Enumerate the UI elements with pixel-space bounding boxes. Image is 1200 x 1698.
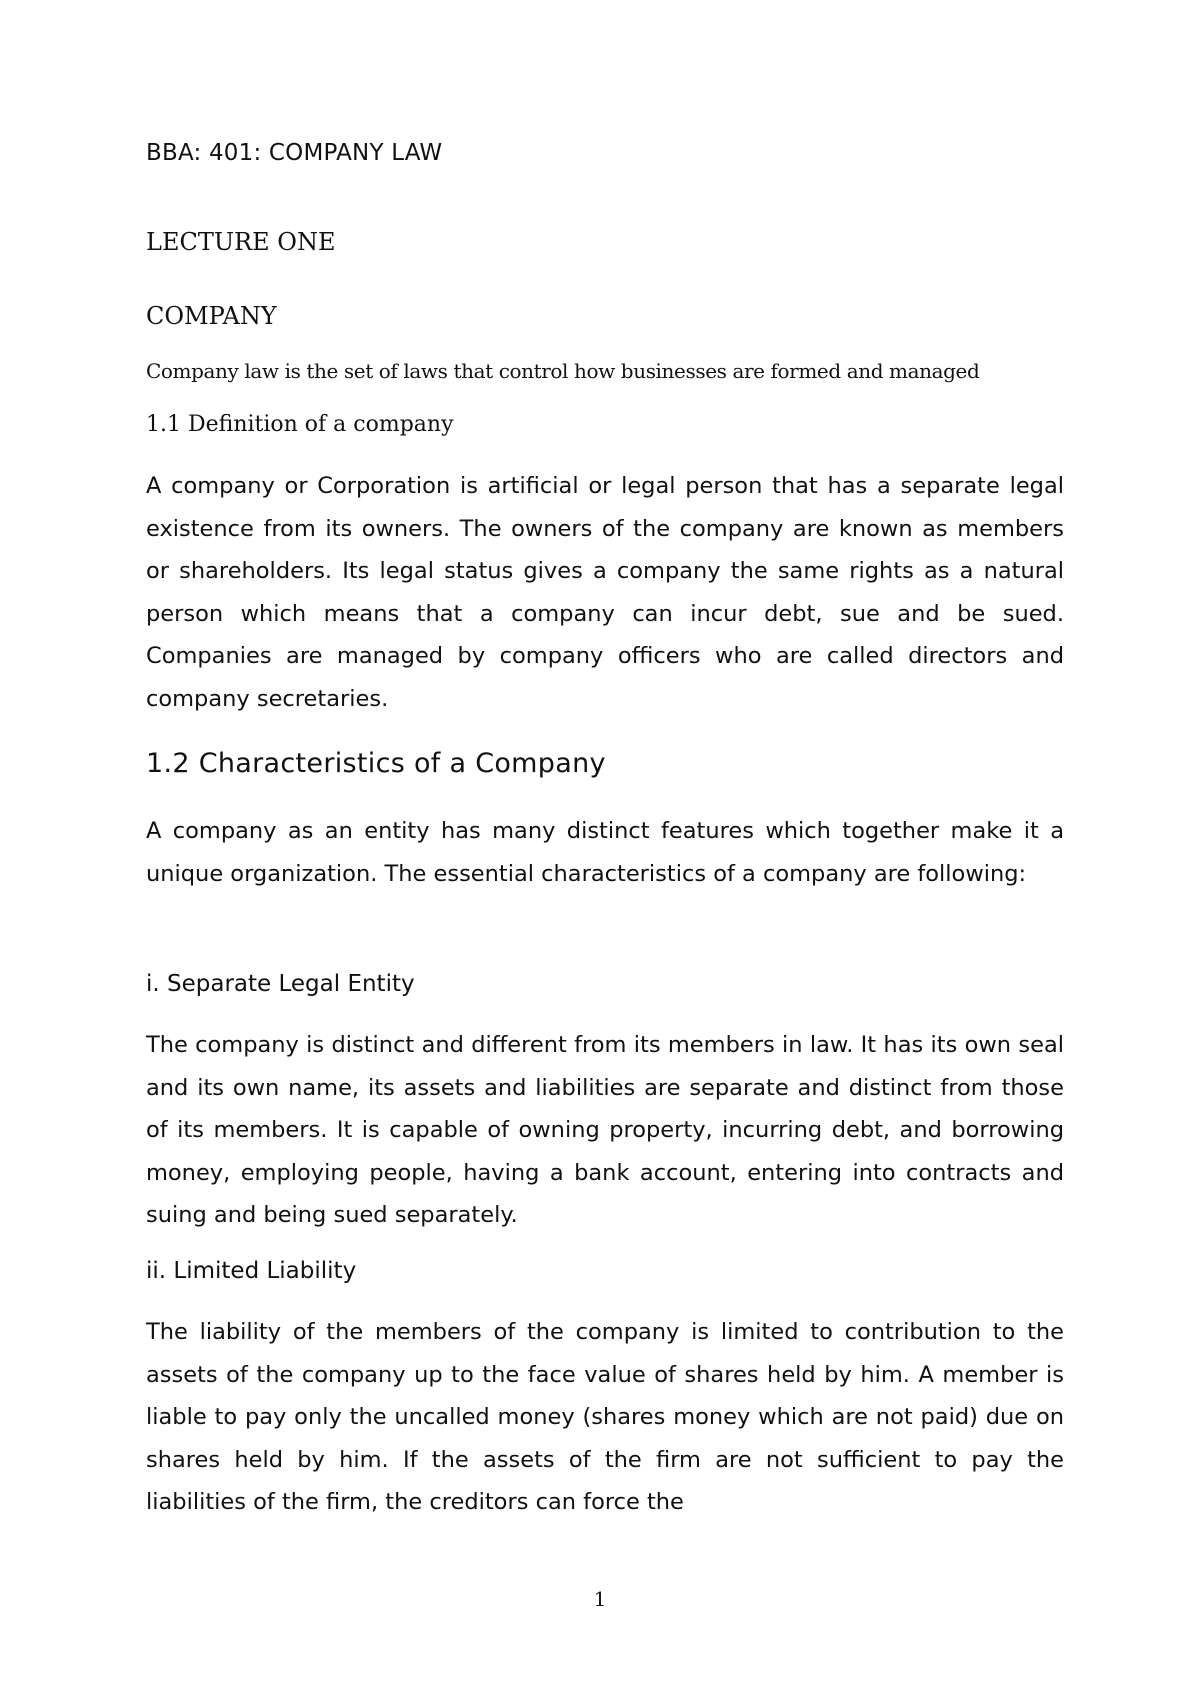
topic-heading: COMPANY <box>146 302 277 330</box>
section-paragraph-separate-legal-entity: The company is distinct and different from its members in law. It has its own seal and its own name, its assets and liabilities are separate and distinct from those of its members. It is capable of owning property, incurring debt, and borrowing money, employing people, having a bank account, entering into contracts and suing and being sued separately. <box>146 1032 1064 1228</box>
course-title: BBA: 401: COMPANY LAW <box>146 140 443 166</box>
intro-text: Company law is the set of laws that control how businesses are formed and managed <box>146 359 980 383</box>
characteristics-heading: 1.2 Characteristics of a Company <box>146 748 606 779</box>
page-number: 1 <box>593 1587 607 1611</box>
section-paragraph-limited-liability: The liability of the members of the company is limited to contribution to the assets of the company up to the face value of shares held by him. A member is liable to pay only the uncalled money (shares money which are not paid) due on shares held by him. If the assets of the firm are not sufficient to pay the liabilities of the firm, the creditors can force the <box>146 1319 1064 1515</box>
lecture-heading: LECTURE ONE <box>146 228 336 256</box>
characteristics-intro: A company as an entity has many distinct features which together make it a unique organization. The essential characteristics of a company are following: <box>146 818 1064 887</box>
definition-paragraph: A company or Corporation is artificial or legal person that has a separate legal existence from its owners. The owners of the company are known as members or shareholders. Its legal status gives a company the same rights as a natural person which means that a company can incur debt, sue and be sued. Companies are managed by company officers who are called directors and company secretaries. <box>146 473 1064 712</box>
section-heading-limited-liability: ii. Limited Liability <box>146 1258 357 1284</box>
page-content <box>146 140 1064 1515</box>
section-heading-separate-legal-entity: i. Separate Legal Entity <box>146 971 415 997</box>
definition-heading: 1.1 Definition of a company <box>146 412 454 437</box>
